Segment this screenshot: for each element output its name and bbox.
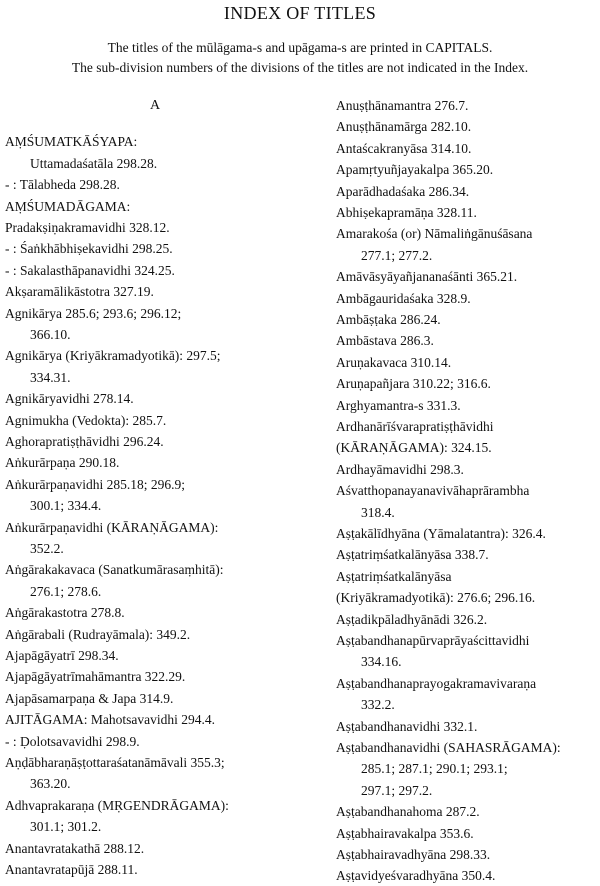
index-entry: Aṅgārabali (Rudrayāmala): 349.2. [5,626,191,642]
index-entry: Anuṣṭhānamantra 276.7. [336,98,469,113]
index-entry: AJITĀGAMA: Mahotsavavidhi 294.4. [5,712,215,728]
index-entry: Aruṇapañjara 310.22; 316.6. [336,376,491,392]
index-entry: Anuṣṭhānamārga 282.10. [336,119,472,135]
index-entry: Abhiṣekapramāṇa 328.11. [336,205,477,220]
index-entry: Agnikāryavidhi 278.14. [5,391,134,407]
index-entry: Aśvatthopanayanavivāhaprārambha [336,483,530,499]
index-entry: 363.20. [30,776,71,792]
section-letter: A [149,98,161,113]
index-entry: Arghyamantra-s 331.3. [336,397,461,413]
index-entry: Aṣṭavidyeśvaradhyāna 350.4. [336,868,496,884]
index-entry: Amāvāsyāyañjananaśānti 365.21. [336,269,518,285]
index-entry: - : Tālabheda 298.28. [5,177,120,193]
index-entry: Apamṛtyuñjayakalpa 365.20. [336,162,494,178]
index-entry: Aṣṭabhairavakalpa 353.6. [336,825,474,841]
index-entry: Ajapāgāyatrīmahāmantra 322.29. [5,669,186,685]
index-entry: - : Ḍolotsavavidhi 298.9. [5,733,140,749]
index-entry: Aṅkurārpaṇavidhi 285.18; 296.9; [5,476,185,492]
intro-line: The sub-division numbers of the divisions of the titles are not indicated in the Index. [71,60,529,75]
index-entry: Aṣṭabandhanavidhi (SAHASRĀGAMA): [336,740,561,755]
index-entry: Adhvaprakaraṇa (MṚGENDRĀGAMA): [5,797,229,813]
index-entry: Agnikārya (Kriyākramadyotikā): 297.5; [5,348,221,364]
index-entry: 277.1; 277.2. [361,247,433,263]
index-entry: Ambāṣṭaka 286.24. [336,312,441,327]
index-entry: Aṣṭatriṃśatkalānyāsa [336,568,452,584]
index-entry: (KĀRAṆĀGAMA): 324.15. [336,440,492,456]
index-entry: AṂŚUMATKĀŚYAPA: [5,134,138,150]
intro-note [0,38,600,78]
index-entry: Agnimukha (Vedokta): 285.7. [5,412,167,428]
index-entry: AṂŚUMADĀGAMA: [5,198,131,214]
index-entry: Ardhayāmavidhi 298.3. [336,461,464,477]
page-title: INDEX OF TITLES [223,3,377,23]
index-entry: 285.1; 287.1; 290.1; 293.1; [361,761,508,777]
index-entry: Aṅgārakakavaca (Sanatkumārasaṃhitā): [5,562,224,578]
index-entry: 318.4. [361,504,395,520]
index-entry: 334.16. [361,654,402,670]
index-entry: Pradakṣiṇakramavidhi 328.12. [5,219,170,235]
index-entry: Aṣṭabandhanapūrvaprāyaścittavidhi [336,633,530,648]
index-entry: Uttamadaśatāla 298.28. [30,155,158,171]
index-entry: Aṣṭadikpāladhyānādi 326.2. [336,611,488,627]
index-entry: Akṣaramālikāstotra 327.19. [5,284,154,300]
index-entry: Anantavratapūjā 288.11. [5,861,138,877]
index-entry: Aṣṭatriṃśatkalānyāsa 338.7. [336,547,489,563]
index-entry: Aṣṭabandhanaprayogakramavivaraṇa [336,675,537,691]
index-entry: 332.2. [361,697,395,713]
intro-line: The titles of the mūlāgama-s and upāgama-s are printed in CAPITALS. [107,40,493,55]
index-entry: Antaścakranyāsa 314.10. [336,140,472,156]
index-entry: Aṅkurārpaṇa 290.18. [5,455,120,471]
index-entry: Agnikārya 285.6; 293.6; 296.12; [5,305,182,321]
index-entry: 297.1; 297.2. [361,782,433,798]
index-entry: Ajapāsamarpaṇa & Japa 314.9. [5,690,174,706]
index-entry: Amarakośa (or) Nāmaliṅgānuśāsana [336,226,533,242]
index-entry: 352.2. [30,540,64,556]
index-entry: Aṣṭabandhanahoma 287.2. [336,804,480,820]
index-entry: 276.1; 278.6. [30,583,102,599]
index-entry: Aṅkurārpaṇavidhi (KĀRAṆĀGAMA): [5,519,219,535]
index-entry: - : Sakalasthāpanavidhi 324.25. [5,262,175,278]
index-entry: Aṣṭakālīdhyāna (Yāmalatantra): 326.4. [336,526,546,541]
index-entry: 334.31. [30,369,71,385]
index-entry: Aṣṭabandhanavidhi 332.1. [336,718,478,734]
index-entry: Ardhanārīśvarapratiṣṭhāvidhi [336,419,494,434]
index-entry: Ajapāgāyatrī 298.34. [5,647,119,663]
index-entry: (Kriyākramadyotikā): 276.6; 296.16. [336,590,536,606]
index-entry: 300.1; 334.4. [30,498,102,514]
index-entry: 301.1; 301.2. [30,819,102,835]
index-entry: Aṅgārakastotra 278.8. [5,605,125,621]
index-entry: Aparādhadaśaka 286.34. [336,183,470,199]
index-entry: - : Śaṅkhābhiṣekavidhi 298.25. [5,241,173,257]
index-entry: Aghorapratiṣṭhāvidhi 296.24. [5,433,164,449]
index-entry: Aṇḍābharaṇāṣṭottaraśatanāmāvali 355.3; [5,754,225,770]
index-entry: Aruṇakavaca 310.14. [336,354,452,370]
index-entry: Anantavratakathā 288.12. [5,840,145,856]
index-entry: Ambāstava 286.3. [336,333,434,349]
index-entry: 366.10. [30,326,71,342]
index-entry: Aṣṭabhairavadhyāna 298.33. [336,847,491,862]
index-entry: Ambāgauridaśaka 328.9. [336,290,471,306]
